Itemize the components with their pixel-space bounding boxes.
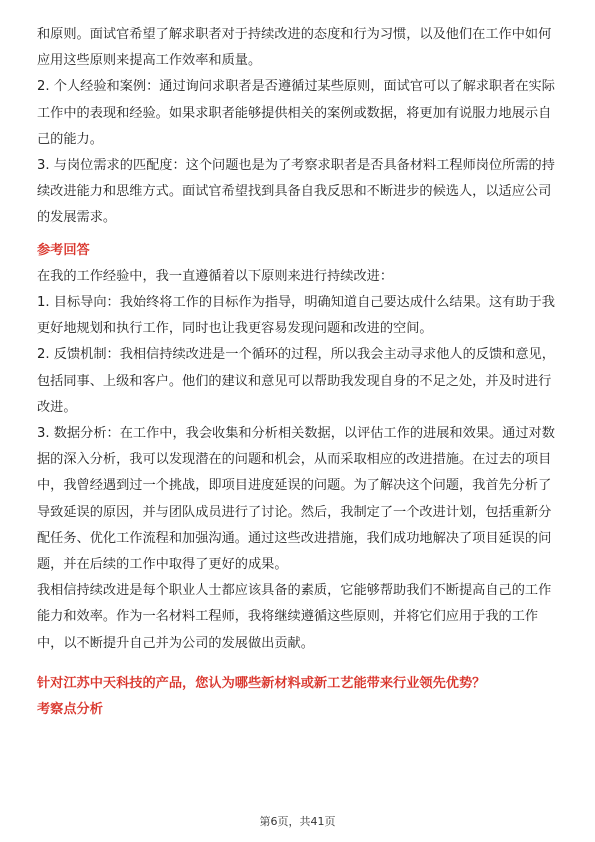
answer-heading: 参考回答 bbox=[37, 242, 90, 258]
question-heading: 针对江苏中天科技的产品，您认为哪些新材料或新工艺能带来行业领先优势？ bbox=[37, 675, 486, 691]
page-number: 第6页，共41页 bbox=[259, 815, 336, 828]
answer-goal-paragraph: 1. 目标导向：我始终将工作的目标作为指导，明确知道自己要达成什么结果。这有助于我更好地规划和执行工作，同时也让我更容易发现问题和改进的空间。 bbox=[37, 295, 555, 337]
answer-intro-paragraph: 在我的工作经验中，我一直遵循着以下原则来进行持续改进： bbox=[37, 268, 394, 284]
answer-conclusion-paragraph: 我相信持续改进是每个职业人士都应该具备的素质，它能够帮助我们不断提高自己的工作能力和效率。作为一名材料工程师，我将继续遵循这些原则，并将它们应用于我的工作中，以不断提升自己并为公司的发展做出贡献。 bbox=[37, 583, 552, 651]
document-page bbox=[37, 22, 559, 723]
point-match-paragraph: 3. 与岗位需求的匹配度：这个问题也是为了考察求职者是否具备材料工程师岗位所需的持续改进能力和思维方式。面试官希望找到具备自我反思和不断进步的候选人，以适应公司的发展需求。 bbox=[37, 158, 555, 226]
analysis-heading: 考察点分析 bbox=[37, 702, 103, 718]
point-experience-paragraph: 2. 个人经验和案例：通过询问求职者是否遵循过某些原则，面试官可以了解求职者在实际工作中的表现和经验。如果求职者能够提供相关的案例或数据，将更加有说服力地展示自己的能力。 bbox=[37, 79, 555, 147]
answer-data-paragraph: 3. 数据分析：在工作中，我会收集和分析相关数据，以评估工作的进展和效果。通过对数据的深入分析，我可以发现潜在的问题和机会，从而采取相应的改进措施。在过去的项目中，我曾经遇到过一个挑战，即项目进度延误的问题。为了解决这个问题，我首先分析了导致延误的原因，并与团队成员进行了讨论。然后，我制定了一个改进计划，包括重新分配任务、优化工作流程和加强沟通。通过这些改进措施，我们成功地解决了项目延误的问题，并在后续的工作中取得了更好的成果。 bbox=[37, 426, 555, 573]
spacer bbox=[37, 657, 559, 671]
intro-paragraph: 和原则。面试官希望了解求职者对于持续改进的态度和行为习惯，以及他们在工作中如何应用这些原则来提高工作效率和质量。 bbox=[37, 27, 552, 69]
answer-feedback-paragraph: 2. 反馈机制：我相信持续改进是一个循环的过程，所以我会主动寻求他人的反馈和意见，包括同事、上级和客户。他们的建议和意见可以帮助我发现自身的不足之处，并及时进行改进。 bbox=[37, 347, 555, 415]
